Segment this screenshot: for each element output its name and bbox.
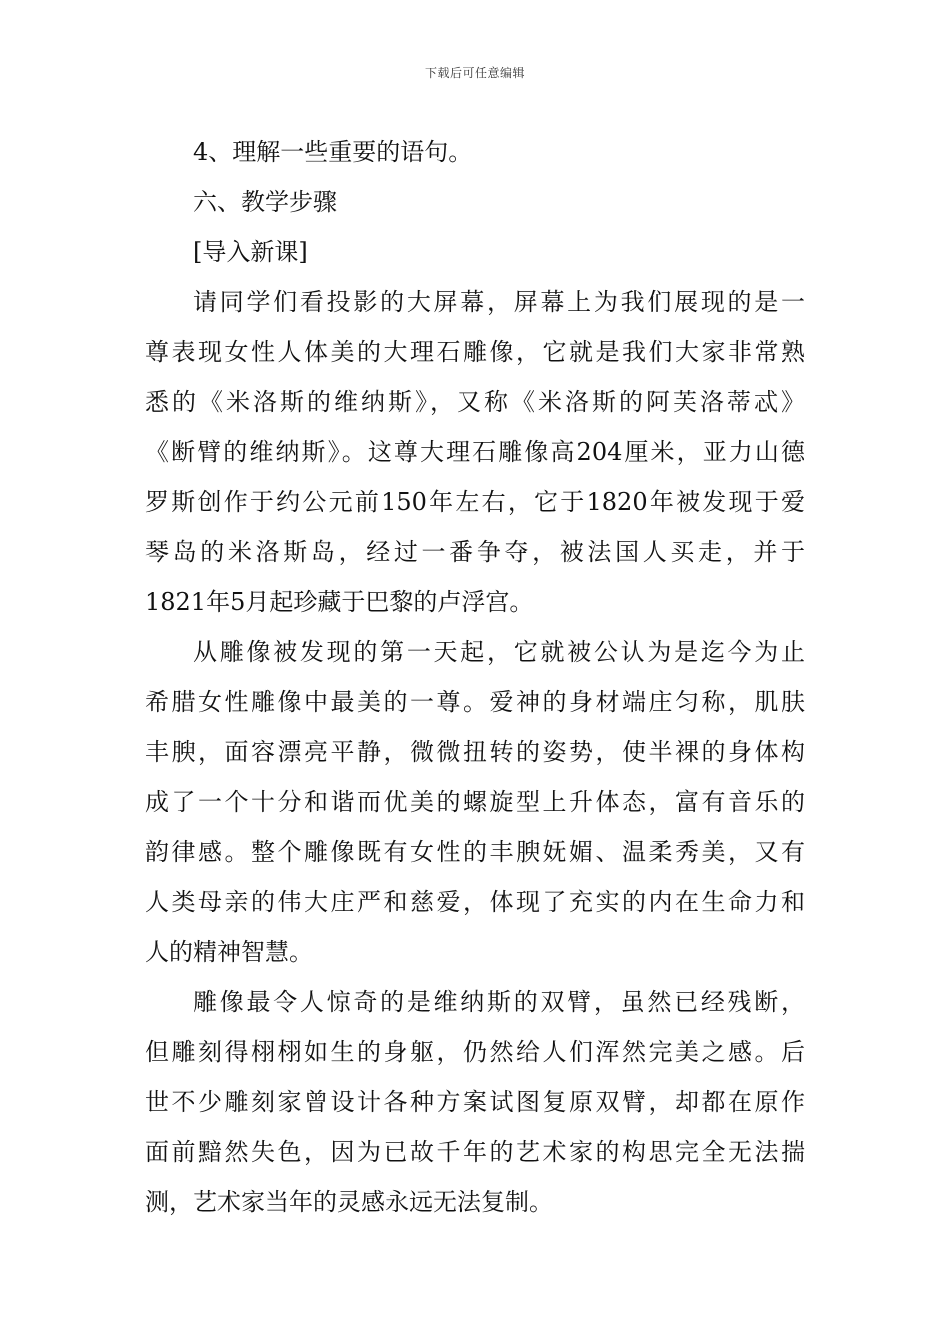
paragraph-line: 尊表现女性人体美的大理石雕像，它就是我们大家非常熟 bbox=[145, 338, 805, 366]
paragraph-line: 世不少雕刻家曾设计各种方案试图复原双臂，却都在原作 bbox=[145, 1088, 805, 1116]
paragraph-line: 希腊女性雕像中最美的一尊。爱神的身材端庄匀称，肌肤 bbox=[145, 688, 805, 716]
paragraph-line: 测，艺术家当年的灵感永远无法复制。 bbox=[145, 1188, 553, 1216]
paragraph-line: 但雕刻得栩栩如生的身躯，仍然给人们浑然完美之感。后 bbox=[145, 1038, 805, 1066]
paragraph-line: 琴岛的米洛斯岛，经过一番争夺，被法国人买走，并于 bbox=[145, 538, 805, 566]
paragraph-line: 韵律感。整个雕像既有女性的丰腴妩媚、温柔秀美，又有 bbox=[145, 838, 805, 866]
section-heading-6: 六、教学步骤 bbox=[193, 188, 337, 216]
paragraph-line: 人的精神智慧。 bbox=[145, 938, 313, 966]
header-note: 下载后可任意编辑 bbox=[424, 66, 525, 80]
paragraph-line: 成了一个十分和谐而优美的螺旋型上升体态，富有音乐的 bbox=[145, 788, 805, 816]
paragraph-line: 雕像最令人惊奇的是维纳斯的双臂，虽然已经残断， bbox=[193, 988, 805, 1016]
paragraph-line: 面前黯然失色，因为已故千年的艺术家的构思完全无法揣 bbox=[145, 1138, 805, 1166]
paragraph-intro bbox=[145, 277, 805, 627]
paragraph-beauty bbox=[145, 627, 805, 977]
paragraph-line: 人类母亲的伟大庄严和慈爱，体现了充实的内在生命力和 bbox=[145, 888, 805, 916]
paragraph-line: 从雕像被发现的第一天起，它就被公认为是迄今为止 bbox=[193, 638, 805, 666]
paragraph-line: 1821年5月起珍藏于巴黎的卢浮宫。 bbox=[145, 588, 534, 616]
paragraph-line: 请同学们看投影的大屏幕，屏幕上为我们展现的是一 bbox=[193, 288, 805, 316]
document-body bbox=[145, 127, 805, 1227]
paragraph-line: 《断臂的维纳斯》。这尊大理石雕像高204厘米，亚力山德 bbox=[145, 438, 805, 466]
list-item-4: 4、理解一些重要的语句。 bbox=[193, 138, 473, 166]
paragraph-arms bbox=[145, 977, 805, 1227]
paragraph-line: 悉的《米洛斯的维纳斯》，又称《米洛斯的阿芙洛蒂忒》 bbox=[145, 388, 805, 416]
bracket-heading: [导入新课] bbox=[193, 238, 308, 266]
paragraph-line: 丰腴，面容漂亮平静，微微扭转的姿势，使半裸的身体构 bbox=[145, 738, 805, 766]
paragraph-line: 罗斯创作于约公元前150年左右，它于1820年被发现于爱 bbox=[145, 488, 805, 516]
